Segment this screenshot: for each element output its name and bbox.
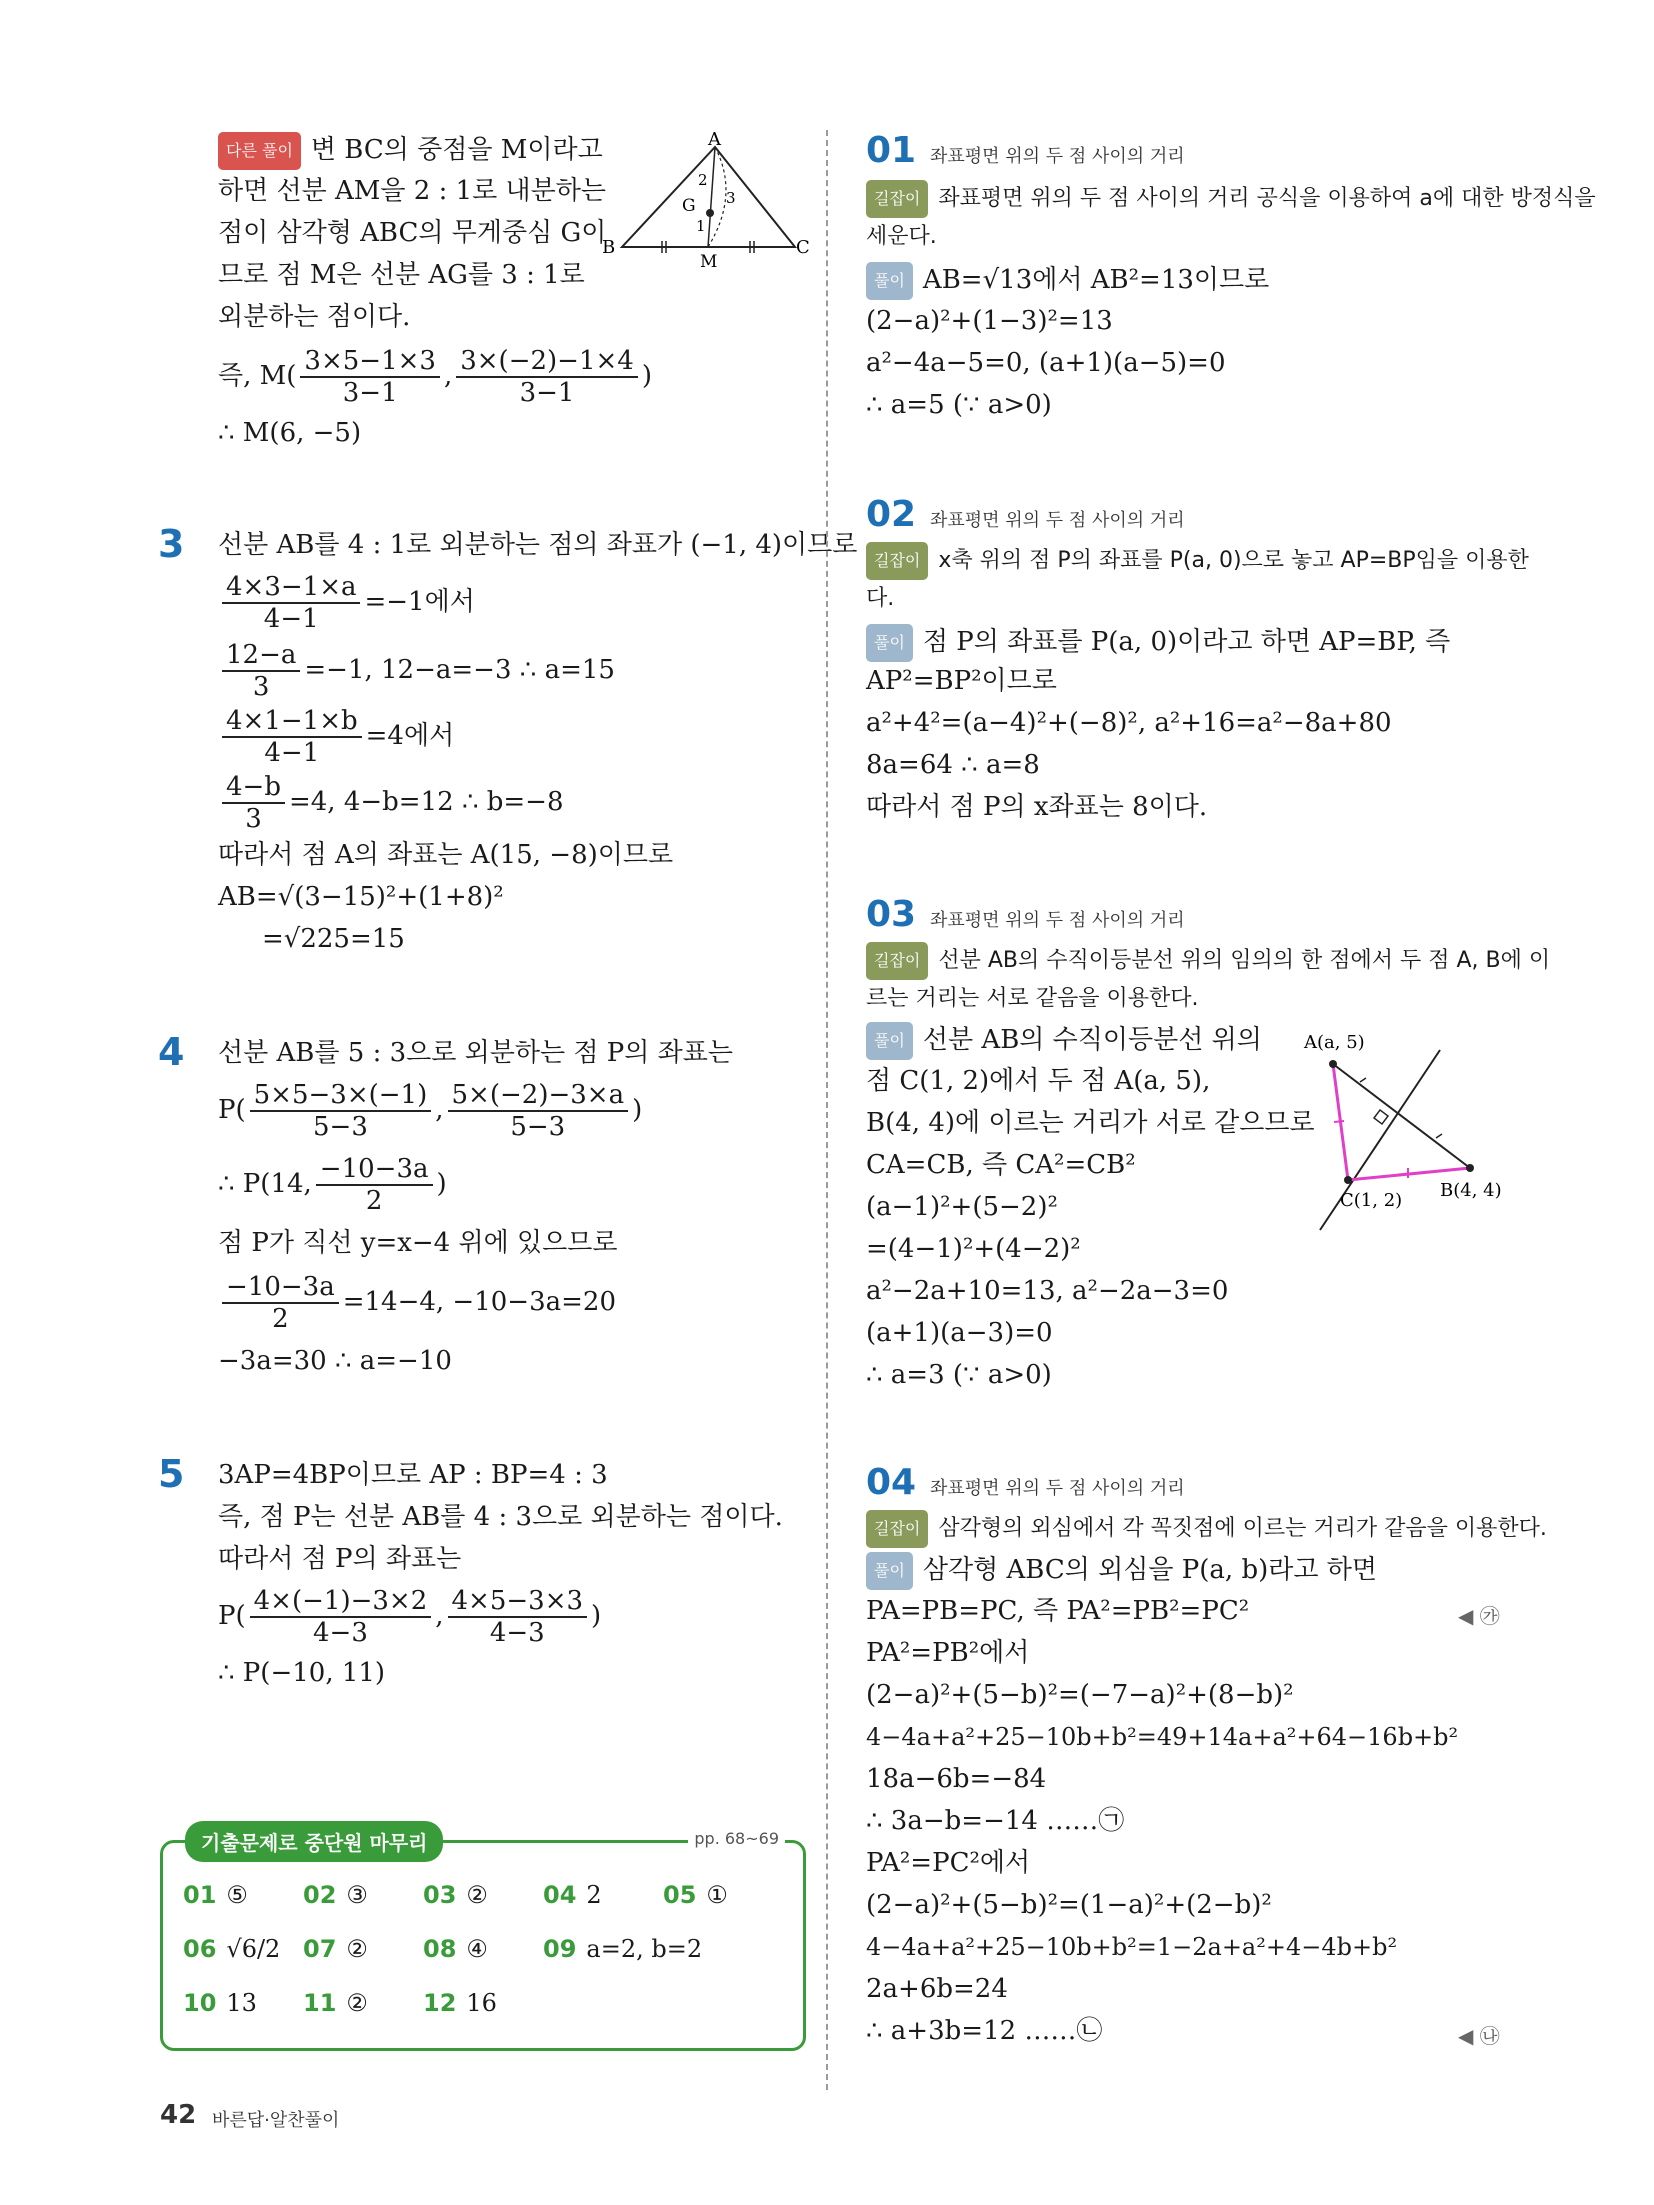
q2-hint-line-1: 길잡이 x축 위의 점 P의 좌표를 P(a, 0)으로 놓고 AP=BP임을 이용한 xyxy=(866,542,1529,580)
p3-eq-2: $\frac{12-a}{3}$ =−1, 12−a=−3 ∴ a=15 xyxy=(218,640,615,702)
p5-line-1: 3AP=4BP이므로 AP : BP=4 : 3 xyxy=(218,1460,608,1490)
p5-p-formula: P( $\frac{4\times(-1)-3\times 2}{4-3}$ , $\frac{4\times 5-3\times 3}{4-3}$ ) xyxy=(218,1586,602,1648)
column-divider xyxy=(826,130,828,2090)
problem-4-number: 4 xyxy=(158,1030,185,1074)
ref-tag-na: ◀ ㉯ xyxy=(1458,2024,1500,2048)
q1-sol-3: a²−4a−5=0, (a+1)(a−5)=0 xyxy=(866,348,1226,378)
summary-item: 01 ⑤ xyxy=(183,1881,248,1909)
q1-hint-line-1: 길잡이 좌표평면 위의 두 점 사이의 거리 공식을 이용하여 a에 대한 방정식을 xyxy=(866,180,1596,218)
q3-sol-2: 점 C(1, 2)에서 두 점 A(a, 5), xyxy=(866,1066,1211,1096)
tri-label-M: M xyxy=(700,252,718,272)
summary-item: 12 16 xyxy=(423,1989,497,2017)
q4-sol-6: 18a−6b=−84 xyxy=(866,1764,1047,1794)
tri-ratio-3: 3 xyxy=(726,189,736,207)
tri-ratio-2: 2 xyxy=(698,171,708,189)
p3-line-7: AB=√(3−15)²+(1+8)² xyxy=(218,882,504,912)
p4-line-3: 점 P가 직선 y=x−4 위에 있으므로 xyxy=(218,1228,618,1258)
q1-sol-4: ∴ a=5 (∵ a>0) xyxy=(866,390,1052,420)
summary-item: 07 ② xyxy=(303,1935,368,1963)
q3-sol-3: B(4, 4)에 이르는 거리가 서로 같으므로 xyxy=(866,1108,1315,1138)
tri-label-C: C xyxy=(796,237,810,258)
answer-summary-box xyxy=(160,1829,806,2051)
triangle-diagram xyxy=(600,129,810,272)
alt-m-result: ∴ M(6, −5) xyxy=(218,418,362,448)
question-01-title: 좌표평면 위의 두 점 사이의 거리 xyxy=(930,146,1185,167)
question-03-number: 03 xyxy=(866,894,917,935)
q3-sol-4: CA=CB, 즉 CA²=CB² xyxy=(866,1150,1136,1180)
question-02-number: 02 xyxy=(866,494,917,535)
p4-line-1: 선분 AB를 5 : 3으로 외분하는 점 P의 좌표는 xyxy=(218,1038,733,1068)
q2-sol-3: a²+4²=(a−4)²+(−8)², a²+16=a²−8a+80 xyxy=(866,708,1392,738)
alt-badge: 다른 풀이 xyxy=(218,132,301,170)
tri-ratio-1: 1 xyxy=(696,217,706,235)
q4-sol-10: 4−4a+a²+25−10b+b²=1−2a+a²+4−4b+b² xyxy=(866,1933,1398,1961)
page-number: 42 xyxy=(160,2100,197,2130)
fig-label-B: B(4, 4) xyxy=(1440,1180,1502,1201)
q3-sol-5: (a−1)²+(5−2)² xyxy=(866,1192,1058,1222)
alt-m-formula: 즉, M( $\frac{3\times 5-1\times 3}{3-1}$ , $\frac{3\times(-2)-1\times 4}{3-1}$ ) xyxy=(218,346,652,408)
p3-eq-3: $\frac{4\times 1-1\times b}{4-1}$ =4에서 xyxy=(218,706,454,768)
summary-item: 04 2 xyxy=(543,1881,602,1909)
q4-sol-11: 2a+6b=24 xyxy=(866,1974,1008,2004)
summary-pages: pp. 68~69 xyxy=(688,1829,785,1848)
q2-hint-line-2: 다. xyxy=(866,586,895,611)
tri-label-G: G xyxy=(682,196,696,216)
p3-line-6: 따라서 점 A의 좌표는 A(15, −8)이므로 xyxy=(218,840,674,870)
footer-label: 바른답·알찬풀이 xyxy=(212,2110,340,2131)
q1-sol-1: 풀이 AB=√13에서 AB²=13이므로 xyxy=(866,262,1269,300)
summary-item: 10 13 xyxy=(183,1989,257,2017)
p4-eq: $\frac{-10-3a}{2}$ =14−4, −10−3a=20 xyxy=(218,1272,616,1334)
q3-sol-1: 풀이 선분 AB의 수직이등분선 위의 xyxy=(866,1022,1262,1060)
p3-eq-4: $\frac{4-b}{3}$ =4, 4−b=12 ∴ b=−8 xyxy=(218,772,564,834)
alt-line-5: 외분하는 점이다. xyxy=(218,302,411,332)
alt-line-4: 므로 점 M은 선분 AG를 3 : 1로 xyxy=(218,260,585,290)
summary-item: 03 ② xyxy=(423,1881,488,1909)
summary-item: 05 ① xyxy=(663,1881,728,1909)
tri-label-B: B xyxy=(602,237,616,258)
q2-sol-4: 8a=64 ∴ a=8 xyxy=(866,750,1040,780)
question-04-number: 04 xyxy=(866,1462,917,1503)
q3-hint-line-1: 길잡이 선분 AB의 수직이등분선 위의 임의의 한 점에서 두 점 A, B에 이 xyxy=(866,942,1550,980)
q4-sol-2: PA=PB=PC, 즉 PA²=PB²=PC² xyxy=(866,1596,1250,1626)
q4-sol-5: 4−4a+a²+25−10b+b²=49+14a+a²+64−16b+b² xyxy=(866,1723,1459,1751)
question-04-title: 좌표평면 위의 두 점 사이의 거리 xyxy=(930,1478,1185,1499)
p5-line-3: 따라서 점 P의 좌표는 xyxy=(218,1544,462,1574)
summary-item: 11 ② xyxy=(303,1989,368,2017)
question-02-title: 좌표평면 위의 두 점 사이의 거리 xyxy=(930,510,1185,531)
alt-line-1: 다른 풀이 변 BC의 중점을 M이라고 xyxy=(218,132,603,170)
q3-sol-9: ∴ a=3 (∵ a>0) xyxy=(866,1360,1052,1390)
q4-sol-12: ∴ a+3b=12 ……㉡ xyxy=(866,2016,1103,2046)
tri-label-A: A xyxy=(708,129,721,150)
q4-sol-9: (2−a)²+(5−b)²=(1−a)²+(2−b)² xyxy=(866,1890,1272,1920)
p4-p-formula: P( $\frac{5\times 5-3\times(-1)}{5-3}$ , $\frac{5\times(-2)-3\times a}{5-3}$ ) xyxy=(218,1080,643,1142)
p4-p-result: ∴ P(14, $\frac{-10-3a}{2}$ ) xyxy=(218,1154,447,1216)
q4-hint-line-1: 길잡이 삼각형의 외심에서 각 꼭짓점에 이르는 거리가 같음을 이용한다. xyxy=(866,1510,1547,1548)
q4-sol-3: PA²=PB²에서 xyxy=(866,1638,1030,1668)
p4-line-5: −3a=30 ∴ a=−10 xyxy=(218,1346,452,1376)
fig-label-A: A(a, 5) xyxy=(1304,1032,1365,1053)
p3-eq-1: $\frac{4\times 3-1\times a}{4-1}$ =−1에서 xyxy=(218,572,475,634)
p3-line-8: =√225=15 xyxy=(262,924,405,954)
alt-line-3: 점이 삼각형 ABC의 무게중심 G이 xyxy=(218,218,607,248)
problem-3-number: 3 xyxy=(158,522,185,566)
p5-line-2: 즉, 점 P는 선분 AB를 4 : 3으로 외분하는 점이다. xyxy=(218,1502,783,1532)
q2-sol-1: 풀이 점 P의 좌표를 P(a, 0)이라고 하면 AP=BP, 즉 xyxy=(866,624,1450,662)
p5-result: ∴ P(−10, 11) xyxy=(218,1658,386,1688)
summary-item: 06 √6/2 xyxy=(183,1935,281,1963)
q4-sol-7: ∴ 3a−b=−14 ……㉠ xyxy=(866,1806,1125,1836)
question-03-title: 좌표평면 위의 두 점 사이의 거리 xyxy=(930,910,1185,931)
q2-sol-5: 따라서 점 P의 x좌표는 8이다. xyxy=(866,792,1208,822)
q3-sol-8: (a+1)(a−3)=0 xyxy=(866,1318,1053,1348)
summary-item: 09 a=2, b=2 xyxy=(543,1935,703,1963)
alt-line-2: 하면 선분 AM을 2 : 1로 내분하는 xyxy=(218,176,606,206)
p3-line-1: 선분 AB를 4 : 1로 외분하는 점의 좌표가 (−1, 4)이므로 xyxy=(218,530,858,560)
question-01-number: 01 xyxy=(866,130,917,171)
q3-hint-line-2: 르는 거리는 서로 같음을 이용한다. xyxy=(866,986,1199,1011)
problem-5-number: 5 xyxy=(158,1452,185,1496)
summary-item: 02 ③ xyxy=(303,1881,368,1909)
ref-tag-ga: ◀ ㉮ xyxy=(1458,1604,1500,1628)
summary-item: 08 ④ xyxy=(423,1935,488,1963)
q3-sol-7: a²−2a+10=13, a²−2a−3=0 xyxy=(866,1276,1229,1306)
q1-sol-2: (2−a)²+(1−3)²=13 xyxy=(866,306,1113,336)
summary-title: 기출문제로 중단원 마무리 xyxy=(185,1821,443,1862)
fig-label-C: C(1, 2) xyxy=(1340,1190,1403,1211)
q1-hint-line-2: 세운다. xyxy=(866,224,937,249)
q4-sol-8: PA²=PC²에서 xyxy=(866,1848,1031,1878)
q3-sol-6: =(4−1)²+(4−2)² xyxy=(866,1234,1081,1264)
q4-sol-1: 풀이 삼각형 ABC의 외심을 P(a, b)라고 하면 xyxy=(866,1552,1377,1590)
perpendicular-bisector-figure xyxy=(1300,1020,1520,1230)
q2-sol-2: AP²=BP²이므로 xyxy=(866,666,1057,696)
q4-sol-4: (2−a)²+(5−b)²=(−7−a)²+(8−b)² xyxy=(866,1680,1294,1710)
